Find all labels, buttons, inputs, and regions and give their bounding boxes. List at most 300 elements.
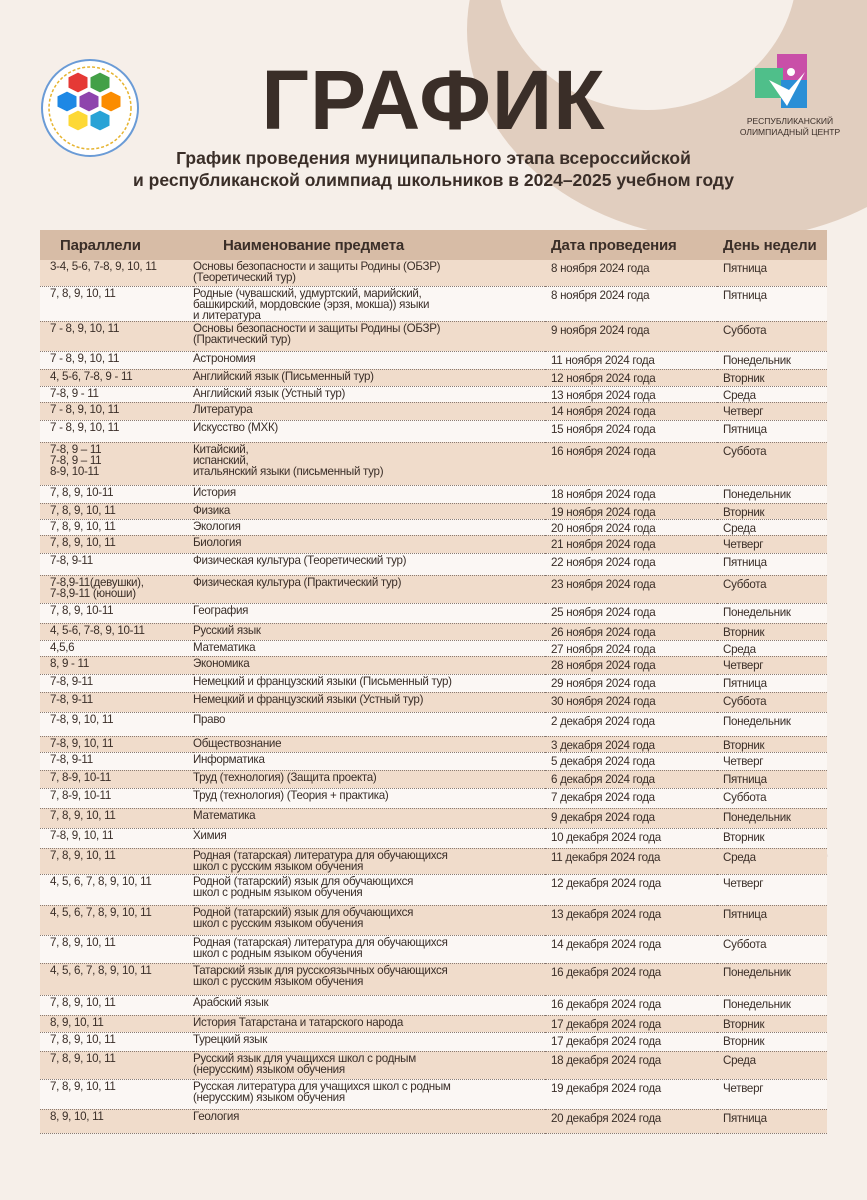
- weekday-cell: Понедельник: [717, 603, 827, 623]
- date-cell: 2 декабря 2024 года: [545, 712, 717, 736]
- table-row: [40, 874, 827, 905]
- date-cell: 16 декабря 2024 года: [545, 995, 717, 1015]
- subject-cell-line: Английский язык (Письменный тур): [193, 369, 374, 383]
- subject-cell: [193, 1015, 545, 1032]
- grades-cell: [40, 260, 193, 286]
- weekday-cell: Пятница: [717, 674, 827, 692]
- grades-cell: [40, 535, 193, 553]
- grades-cell: [40, 935, 193, 963]
- grades-cell-line: 4, 5-6, 7-8, 9, 10-11: [50, 623, 145, 637]
- subject-cell: [193, 788, 545, 808]
- table-row: [40, 752, 827, 770]
- subject-cell-line: Экономика: [193, 656, 250, 670]
- subject-cell: [193, 351, 545, 369]
- subject-cell: [193, 575, 545, 603]
- date-cell: 27 ноября 2024 года: [545, 640, 717, 656]
- subject-cell-line: Геология: [193, 1109, 240, 1123]
- grades-cell-line: 7, 8, 9, 10, 11: [50, 519, 116, 533]
- subject-cell: [193, 485, 545, 503]
- weekday-cell: Суббота: [717, 442, 827, 485]
- date-cell: 20 декабря 2024 года: [545, 1109, 717, 1133]
- grades-cell-line: 7-8, 9-11: [50, 674, 93, 688]
- weekday-cell: Понедельник: [717, 485, 827, 503]
- subject-cell: [193, 963, 545, 995]
- date-cell: 18 ноября 2024 года: [545, 485, 717, 503]
- subject-cell-line: (нерусским) языком обучения: [193, 1090, 345, 1104]
- weekday-cell: Среда: [717, 386, 827, 402]
- table-row: [40, 321, 827, 351]
- subject-cell-line: Английский язык (Устный тур): [193, 386, 346, 400]
- subject-cell-line: Родной (татарский) язык для обучающихся: [193, 905, 414, 919]
- weekday-cell: Понедельник: [717, 995, 827, 1015]
- subject-cell-line: итальянский языки (письменный тур): [193, 464, 384, 478]
- subject-cell-line: Родной (татарский) язык для обучающихся: [193, 874, 414, 888]
- weekday-cell: Суббота: [717, 692, 827, 712]
- subject-cell-line: Татарский язык для русскоязычных обучающихся: [193, 963, 448, 977]
- date-cell: 17 декабря 2024 года: [545, 1032, 717, 1051]
- grades-cell-line: 7, 8, 9, 10, 11: [50, 535, 116, 549]
- date-cell: 18 декабря 2024 года: [545, 1051, 717, 1079]
- table-row: [40, 575, 827, 603]
- table-row: [40, 905, 827, 935]
- date-cell: 26 ноября 2024 года: [545, 623, 717, 640]
- subject-cell-line: Русский язык: [193, 623, 261, 637]
- subject-cell: [193, 640, 545, 656]
- table-row: [40, 1051, 827, 1079]
- table-row: [40, 623, 827, 640]
- subject-cell: [193, 828, 545, 848]
- grades-cell-line: 7-8, 9, 10, 11: [50, 712, 114, 726]
- subject-cell-line: История: [193, 485, 236, 499]
- weekday-cell: Четверг: [717, 535, 827, 553]
- grades-cell: [40, 848, 193, 874]
- table-row: [40, 788, 827, 808]
- subject-cell: [193, 260, 545, 286]
- table-row: [40, 828, 827, 848]
- date-cell: 6 декабря 2024 года: [545, 770, 717, 788]
- date-cell: 12 декабря 2024 года: [545, 874, 717, 905]
- subject-cell: [193, 712, 545, 736]
- table-row: [40, 420, 827, 442]
- subtitle-line1: График проведения муниципального этапа всероссийской: [176, 148, 691, 168]
- grades-cell-line: 7-8,9-11 (юноши): [50, 586, 136, 600]
- weekday-cell: Четверг: [717, 874, 827, 905]
- weekday-cell: Среда: [717, 519, 827, 535]
- table-row: [40, 674, 827, 692]
- date-cell: 13 ноября 2024 года: [545, 386, 717, 402]
- subject-cell: [193, 1079, 545, 1109]
- grades-cell-line: 7-8, 9-11: [50, 692, 93, 706]
- grades-cell-line: 7, 8, 9, 10, 11: [50, 503, 116, 517]
- subject-cell-line: Биология: [193, 535, 242, 549]
- table-row: [40, 935, 827, 963]
- subject-cell: [193, 808, 545, 828]
- subject-cell: [193, 905, 545, 935]
- date-cell: 9 декабря 2024 года: [545, 808, 717, 828]
- table-row: [40, 386, 827, 402]
- grades-cell-line: 7, 8, 9, 10, 11: [50, 935, 116, 949]
- weekday-cell: Вторник: [717, 1032, 827, 1051]
- table-row: [40, 442, 827, 485]
- table-row: [40, 553, 827, 575]
- grades-cell: [40, 963, 193, 995]
- subject-cell-line: и литература: [193, 308, 261, 322]
- grades-cell: [40, 575, 193, 603]
- subject-cell-line: (Теоретический тур): [193, 271, 296, 284]
- grades-cell: [40, 808, 193, 828]
- grades-cell-line: 8, 9, 10, 11: [50, 1109, 104, 1123]
- date-cell: 19 ноября 2024 года: [545, 503, 717, 519]
- grades-cell: [40, 788, 193, 808]
- weekday-cell: Вторник: [717, 736, 827, 752]
- grades-cell-line: 7, 8-9, 10-11: [50, 788, 111, 802]
- weekday-cell: Суббота: [717, 788, 827, 808]
- subject-cell: [193, 442, 545, 485]
- table-row: [40, 770, 827, 788]
- weekday-cell: Суббота: [717, 321, 827, 351]
- subject-cell-line: Математика: [193, 808, 256, 822]
- page-title: ГРАФИК: [261, 53, 606, 147]
- grades-cell-line: 7 - 8, 9, 10, 11: [50, 321, 120, 335]
- subject-cell: [193, 503, 545, 519]
- date-cell: 12 ноября 2024 года: [545, 369, 717, 386]
- weekday-cell: Суббота: [717, 575, 827, 603]
- subject-cell-line: География: [193, 603, 249, 617]
- table-row: [40, 640, 827, 656]
- subject-cell-line: История Татарстана и татарского народа: [193, 1015, 404, 1029]
- table-row: [40, 1015, 827, 1032]
- subject-cell-line: Химия: [193, 828, 227, 842]
- grades-cell: [40, 674, 193, 692]
- subject-cell-line: школ с русским языком обучения: [193, 916, 364, 930]
- column-header-grades: Параллели: [60, 236, 141, 254]
- subject-cell-line: Турецкий язык: [193, 1032, 267, 1046]
- grades-cell-line: 4, 5-6, 7-8, 9 - 11: [50, 369, 133, 383]
- subject-cell-line: Информатика: [193, 752, 265, 766]
- table-row: [40, 485, 827, 503]
- subject-cell-line: Немецкий и французский языки (Письменный тур): [193, 674, 452, 688]
- date-cell: 9 ноября 2024 года: [545, 321, 717, 351]
- subject-cell-line: Немецкий и французский языки (Устный тур): [193, 692, 424, 706]
- table-row: [40, 402, 827, 420]
- weekday-cell: Пятница: [717, 1109, 827, 1133]
- subject-cell: [193, 603, 545, 623]
- subject-cell-line: Родная (татарская) литература для обучающихся: [193, 935, 448, 949]
- subject-cell-line: (Практический тур): [193, 332, 291, 346]
- subject-cell: [193, 752, 545, 770]
- grades-cell: [40, 692, 193, 712]
- grades-cell: [40, 656, 193, 674]
- grades-cell-line: 7, 8, 9, 10, 11: [50, 1079, 116, 1093]
- grades-cell: [40, 603, 193, 623]
- date-cell: 19 декабря 2024 года: [545, 1079, 717, 1109]
- table-row: [40, 503, 827, 519]
- grades-cell-line: 7-8, 9 – 11: [50, 453, 102, 467]
- subject-cell-line: Родная (татарская) литература для обучающихся: [193, 848, 448, 862]
- subject-cell-line: Искусство (МХК): [193, 420, 278, 434]
- weekday-cell: Понедельник: [717, 963, 827, 995]
- date-cell: 11 ноября 2024 года: [545, 351, 717, 369]
- grades-cell-line: 4,5,6: [50, 640, 75, 654]
- subject-cell: [193, 623, 545, 640]
- grades-cell-line: 7, 8, 9, 10, 11: [50, 808, 116, 822]
- subject-cell-line: Обществознание: [193, 736, 282, 750]
- date-cell: 29 ноября 2024 года: [545, 674, 717, 692]
- subject-cell: [193, 995, 545, 1015]
- grades-cell-line: 7-8, 9, 10, 11: [50, 736, 114, 750]
- table-row: [40, 286, 827, 321]
- subject-cell: [193, 674, 545, 692]
- grades-cell: [40, 420, 193, 442]
- grades-cell: [40, 321, 193, 351]
- grades-cell: [40, 553, 193, 575]
- table-row: [40, 656, 827, 674]
- weekday-cell: Вторник: [717, 828, 827, 848]
- subject-cell: [193, 286, 545, 321]
- grades-cell-line: 7, 8, 9, 10, 11: [50, 995, 116, 1009]
- table-row: [40, 519, 827, 535]
- column-header-subject: Наименование предмета: [223, 236, 405, 254]
- grades-cell: [40, 369, 193, 386]
- grades-cell: [40, 386, 193, 402]
- table-row: [40, 692, 827, 712]
- grades-cell: [40, 623, 193, 640]
- grades-cell: [40, 1051, 193, 1079]
- grades-cell: [40, 905, 193, 935]
- table-row: [40, 603, 827, 623]
- table-row: [40, 1109, 827, 1133]
- grades-cell-line: 7 - 8, 9, 10, 11: [50, 402, 120, 416]
- weekday-cell: Четверг: [717, 402, 827, 420]
- table-row: [40, 1079, 827, 1109]
- table-header-row: [40, 230, 827, 260]
- column-header-day: День недели: [723, 236, 817, 254]
- subject-cell: [193, 369, 545, 386]
- weekday-cell: Четверг: [717, 656, 827, 674]
- grades-cell-line: 7-8, 9-11: [50, 752, 93, 766]
- subject-cell: [193, 553, 545, 575]
- grades-cell-line: 7, 8, 9, 10, 11: [50, 848, 116, 862]
- weekday-cell: Понедельник: [717, 351, 827, 369]
- subject-cell-line: Математика: [193, 640, 256, 654]
- subject-cell: [193, 1051, 545, 1079]
- weekday-cell: Суббота: [717, 935, 827, 963]
- subject-cell-line: Основы безопасности и защиты Родины (ОБЗР): [193, 260, 441, 273]
- date-cell: 15 ноября 2024 года: [545, 420, 717, 442]
- date-cell: 11 декабря 2024 года: [545, 848, 717, 874]
- subject-cell: [193, 848, 545, 874]
- logo-text-line2: ОЛИМПИАДНЫЙ ЦЕНТР: [739, 127, 841, 137]
- subject-cell-line: Родные (чувашский, удмуртский, марийский,: [193, 286, 422, 300]
- subject-cell: [193, 1109, 545, 1133]
- subject-cell: [193, 770, 545, 788]
- table-row: [40, 995, 827, 1015]
- subject-cell-line: башкирский, мордовские (эрзя, мокша)) языки: [193, 297, 430, 311]
- table-row: [40, 1032, 827, 1051]
- subject-cell: [193, 874, 545, 905]
- subject-cell-line: испанский,: [193, 453, 249, 467]
- weekday-cell: Понедельник: [717, 808, 827, 828]
- subject-cell: [193, 935, 545, 963]
- schedule-table: [40, 230, 827, 1134]
- subject-cell-line: Труд (технология) (Защита проекта): [193, 770, 377, 784]
- grades-cell-line: 8, 9, 10, 11: [50, 1015, 104, 1029]
- weekday-cell: Вторник: [717, 369, 827, 386]
- weekday-cell: Понедельник: [717, 712, 827, 736]
- date-cell: 7 декабря 2024 года: [545, 788, 717, 808]
- subject-cell-line: школ с родным языком обучения: [193, 885, 363, 899]
- table-row: [40, 736, 827, 752]
- subject-cell-line: Литература: [193, 402, 253, 416]
- grades-cell: [40, 442, 193, 485]
- grades-cell-line: 7 - 8, 9, 10, 11: [50, 351, 120, 365]
- date-cell: 14 ноября 2024 года: [545, 402, 717, 420]
- grades-cell: [40, 1109, 193, 1133]
- subject-cell: [193, 386, 545, 402]
- subject-cell-line: Физика: [193, 503, 231, 517]
- grades-cell: [40, 1032, 193, 1051]
- weekday-cell: Пятница: [717, 420, 827, 442]
- grades-cell-line: 7-8, 9 - 11: [50, 386, 99, 400]
- column-header-date: Дата проведения: [551, 236, 677, 254]
- grades-cell-line: 7, 8-9, 10-11: [50, 770, 111, 784]
- weekday-cell: Вторник: [717, 503, 827, 519]
- grades-cell-line: 7, 8, 9, 10-11: [50, 603, 114, 617]
- subject-cell-line: (нерусским) языком обучения: [193, 1062, 345, 1076]
- grades-cell-line: 7, 8, 9, 10, 11: [50, 1032, 116, 1046]
- grades-cell-line: 4, 5, 6, 7, 8, 9, 10, 11: [50, 874, 152, 888]
- subject-cell: [193, 535, 545, 553]
- weekday-cell: Вторник: [717, 1015, 827, 1032]
- weekday-cell: Среда: [717, 1051, 827, 1079]
- grades-cell-line: 7, 8, 9, 10-11: [50, 485, 114, 499]
- weekday-cell: Пятница: [717, 905, 827, 935]
- grades-cell: [40, 752, 193, 770]
- subject-cell: [193, 736, 545, 752]
- grades-cell-line: 7-8, 9 – 11: [50, 442, 102, 456]
- weekday-cell: Четверг: [717, 1079, 827, 1109]
- grades-cell-line: 7 - 8, 9, 10, 11: [50, 420, 120, 434]
- date-cell: 8 ноября 2024 года: [545, 286, 717, 321]
- table-row: [40, 351, 827, 369]
- logo-text-line1: РЕСПУБЛИКАНСКИЙ: [746, 116, 834, 126]
- date-cell: 17 декабря 2024 года: [545, 1015, 717, 1032]
- grades-cell-line: 4, 5, 6, 7, 8, 9, 10, 11: [50, 905, 152, 919]
- grades-cell: [40, 1079, 193, 1109]
- subject-cell-line: Труд (технология) (Теория + практика): [193, 788, 389, 802]
- grades-cell-line: 7-8, 9, 10, 11: [50, 828, 114, 842]
- date-cell: 3 декабря 2024 года: [545, 736, 717, 752]
- subject-cell-line: Физическая культура (Практический тур): [193, 575, 402, 589]
- table-row: [40, 535, 827, 553]
- subject-cell-line: Арабский язык: [193, 995, 269, 1009]
- subject-cell-line: Физическая культура (Теоретический тур): [193, 553, 407, 567]
- date-cell: 23 ноября 2024 года: [545, 575, 717, 603]
- date-cell: 13 декабря 2024 года: [545, 905, 717, 935]
- grades-cell: [40, 402, 193, 420]
- grades-cell: [40, 828, 193, 848]
- table-row: [40, 369, 827, 386]
- date-cell: 21 ноября 2024 года: [545, 535, 717, 553]
- page-subtitle: [0, 147, 867, 191]
- grades-cell: [40, 640, 193, 656]
- grades-cell-line: 8, 9 - 11: [50, 656, 89, 670]
- table-row: [40, 712, 827, 736]
- grades-cell-line: 7, 8, 9, 10, 11: [50, 286, 116, 300]
- subtitle-line2: и республиканской олимпиад школьников в 2024–2025 учебном году: [133, 170, 734, 190]
- grades-cell: [40, 519, 193, 535]
- weekday-cell: Четверг: [717, 752, 827, 770]
- subject-cell-line: Основы безопасности и защиты Родины (ОБЗР): [193, 321, 441, 335]
- table-row: [40, 808, 827, 828]
- subject-cell-line: Право: [193, 712, 226, 726]
- table-row: [40, 963, 827, 995]
- subject-cell-line: Русский язык для учащихся школ с родным: [193, 1051, 416, 1065]
- date-cell: 16 декабря 2024 года: [545, 963, 717, 995]
- weekday-cell: Среда: [717, 640, 827, 656]
- subject-cell: [193, 519, 545, 535]
- grades-cell: [40, 874, 193, 905]
- grades-cell-line: 3-4, 5-6, 7-8, 9, 10, 11: [50, 260, 157, 273]
- subject-cell-line: Астрономия: [193, 351, 256, 365]
- subject-cell: [193, 402, 545, 420]
- date-cell: 25 ноября 2024 года: [545, 603, 717, 623]
- weekday-cell: Пятница: [717, 286, 827, 321]
- grades-cell: [40, 995, 193, 1015]
- date-cell: 28 ноября 2024 года: [545, 656, 717, 674]
- subject-cell: [193, 321, 545, 351]
- grades-cell: [40, 712, 193, 736]
- grades-cell-line: 7-8, 9-11: [50, 553, 93, 567]
- weekday-cell: Пятница: [717, 553, 827, 575]
- date-cell: 10 декабря 2024 года: [545, 828, 717, 848]
- weekday-cell: Пятница: [717, 260, 827, 286]
- table-row: [40, 848, 827, 874]
- grades-cell: [40, 351, 193, 369]
- grades-cell-line: 7, 8, 9, 10, 11: [50, 1051, 116, 1065]
- grades-cell: [40, 770, 193, 788]
- weekday-cell: Пятница: [717, 770, 827, 788]
- subject-cell-line: Китайский,: [193, 442, 249, 456]
- subject-cell: [193, 656, 545, 674]
- grades-cell-line: 4, 5, 6, 7, 8, 9, 10, 11: [50, 963, 152, 977]
- date-cell: 5 декабря 2024 года: [545, 752, 717, 770]
- date-cell: 14 декабря 2024 года: [545, 935, 717, 963]
- subject-cell-line: Экология: [193, 519, 241, 533]
- date-cell: 8 ноября 2024 года: [545, 260, 717, 286]
- date-cell: 30 ноября 2024 года: [545, 692, 717, 712]
- grades-cell: [40, 485, 193, 503]
- grades-cell-line: 8-9, 10-11: [50, 464, 99, 478]
- subject-cell-line: школ с родным языком обучения: [193, 946, 363, 960]
- subject-cell: [193, 420, 545, 442]
- subject-cell-line: Русская литература для учащихся школ с родным: [193, 1079, 451, 1093]
- date-cell: 16 ноября 2024 года: [545, 442, 717, 485]
- weekday-cell: Среда: [717, 848, 827, 874]
- date-cell: 20 ноября 2024 года: [545, 519, 717, 535]
- subject-cell: [193, 692, 545, 712]
- date-cell: 22 ноября 2024 года: [545, 553, 717, 575]
- grades-cell: [40, 1015, 193, 1032]
- subject-cell-line: школ с русским языком обучения: [193, 974, 364, 988]
- grades-cell-line: 7-8,9-11(девушки),: [50, 575, 144, 589]
- grades-cell: [40, 286, 193, 321]
- table-row: [40, 260, 827, 286]
- subject-cell-line: школ с русским языком обучения: [193, 859, 364, 873]
- grades-cell: [40, 736, 193, 752]
- weekday-cell: Вторник: [717, 623, 827, 640]
- subject-cell: [193, 1032, 545, 1051]
